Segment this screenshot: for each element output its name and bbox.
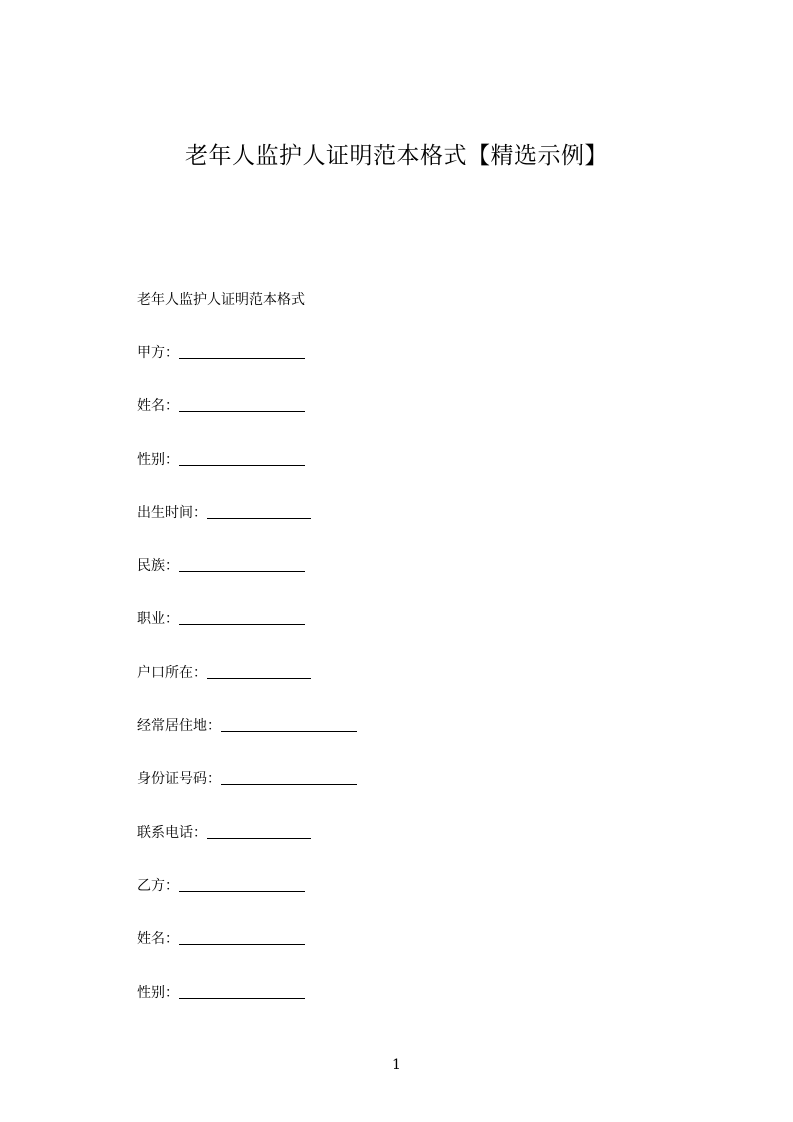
form-field-ethnicity — [137, 556, 357, 609]
form-field-party-b — [137, 876, 357, 929]
fill-in-blank[interactable] — [221, 769, 357, 785]
form-field-occupation — [137, 609, 357, 662]
form-field-gender — [137, 983, 357, 1036]
field-label: 职业： — [137, 611, 179, 628]
field-label: 姓名： — [137, 398, 179, 415]
form-field-residence — [137, 716, 357, 769]
fill-in-blank[interactable] — [179, 929, 305, 945]
field-label: 出生时间： — [137, 504, 207, 521]
field-label: 乙方： — [137, 877, 179, 894]
page-number: 1 — [392, 1057, 401, 1073]
form-field-birth-date — [137, 503, 357, 556]
field-label: 经常居住地： — [137, 718, 221, 735]
fill-in-blank[interactable] — [207, 503, 311, 519]
field-label: 民族： — [137, 558, 179, 575]
fill-in-blank[interactable] — [207, 823, 311, 839]
fill-in-blank[interactable] — [179, 609, 305, 625]
field-label: 性别： — [137, 451, 179, 468]
form-field-gender — [137, 450, 357, 503]
document-title: 老年人监护人证明范本格式【精选示例】 — [185, 143, 608, 169]
field-label: 身份证号码： — [137, 771, 221, 788]
field-label: 联系电话： — [137, 824, 207, 841]
form-field-name — [137, 396, 357, 449]
field-label: 性别： — [137, 984, 179, 1001]
fill-in-blank[interactable] — [179, 876, 305, 892]
fill-in-blank[interactable] — [179, 396, 305, 412]
field-label: 姓名： — [137, 931, 179, 948]
fill-in-blank[interactable] — [179, 343, 305, 359]
field-label: 甲方： — [137, 345, 179, 361]
document-subtitle: 老年人监护人证明范本格式 — [137, 292, 305, 308]
form-field-name — [137, 929, 357, 982]
fill-in-blank[interactable] — [179, 450, 305, 466]
form-field-phone — [137, 823, 357, 876]
form-field-household-registration — [137, 663, 357, 716]
form-field-id-number — [137, 769, 357, 822]
field-label: 户口所在： — [137, 664, 207, 681]
form-field-list — [137, 343, 357, 1036]
fill-in-blank[interactable] — [179, 556, 305, 572]
fill-in-blank[interactable] — [207, 663, 311, 679]
fill-in-blank[interactable] — [221, 716, 357, 732]
fill-in-blank[interactable] — [179, 983, 305, 999]
form-field-party-a — [137, 343, 357, 396]
